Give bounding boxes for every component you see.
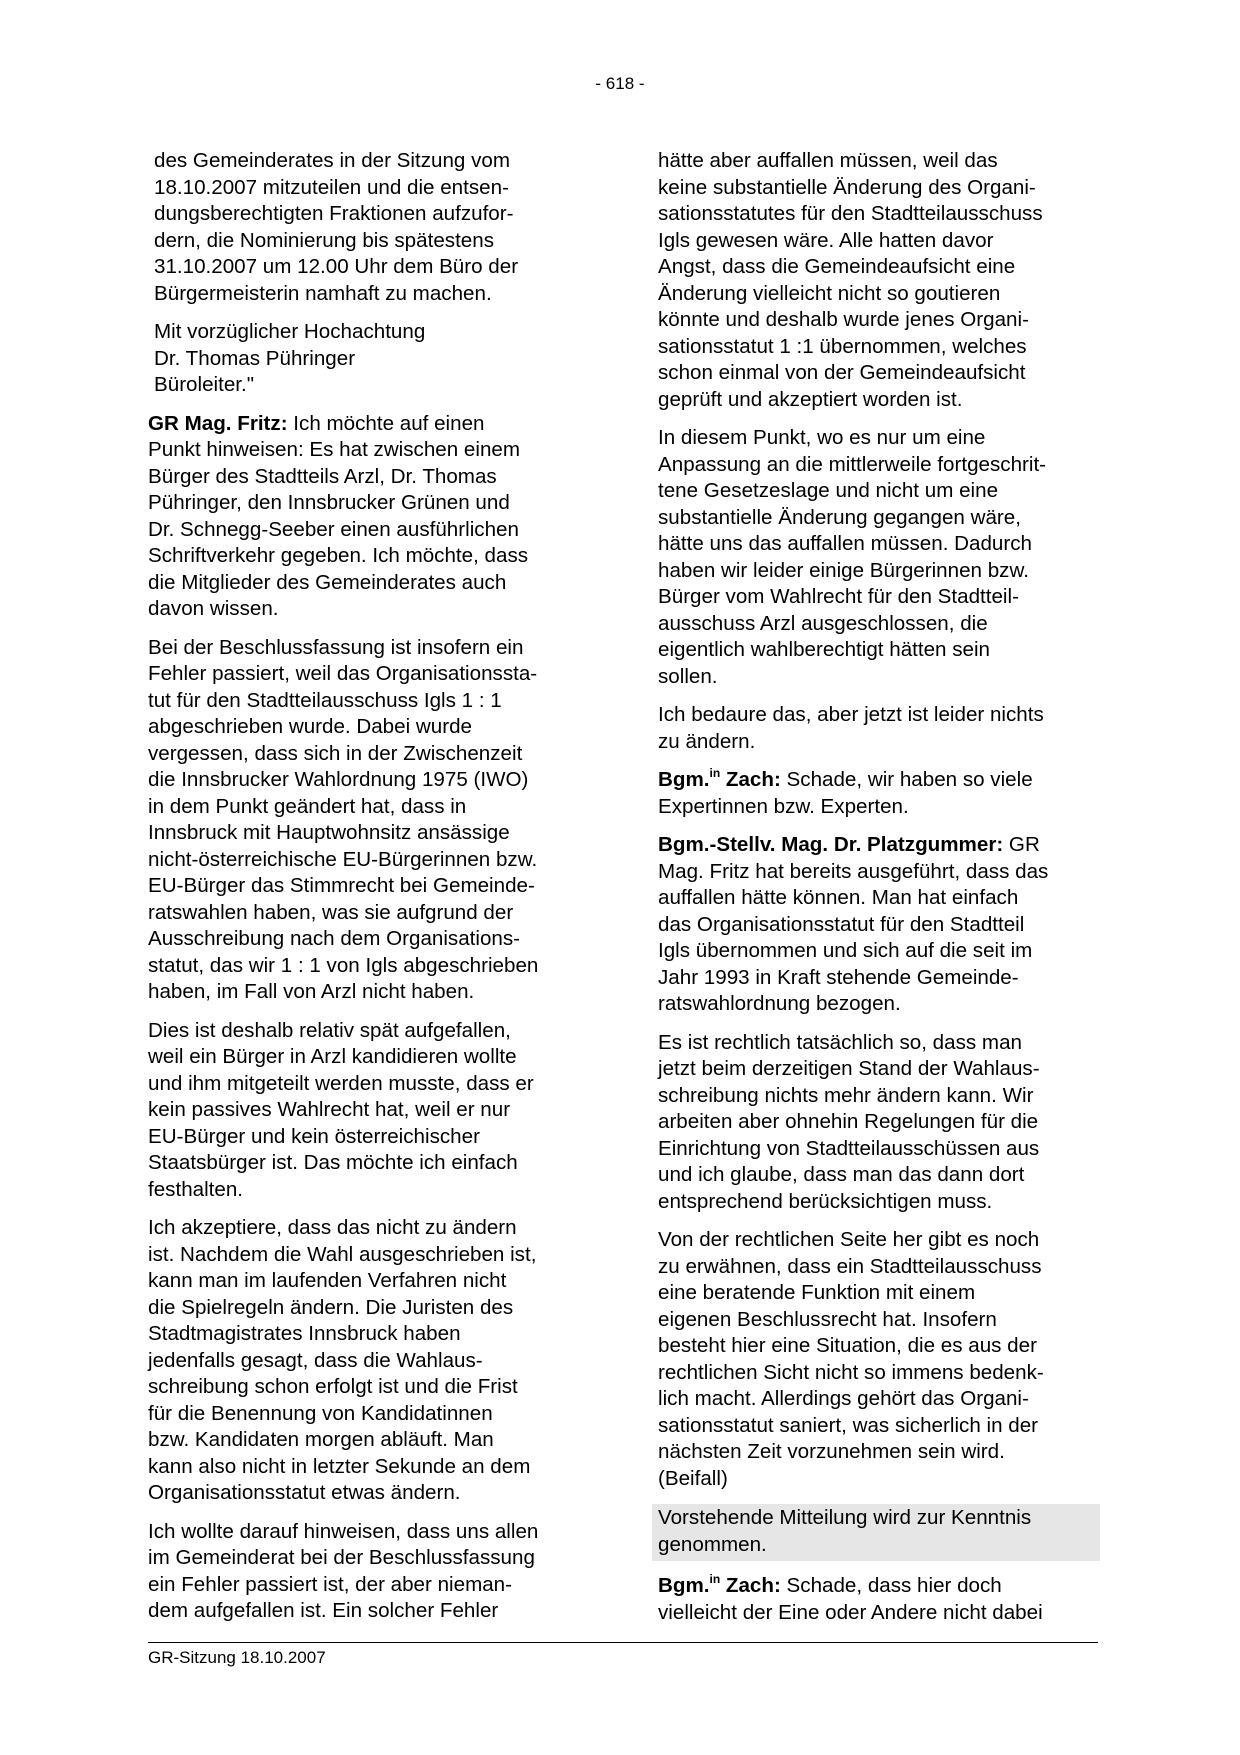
platzgummer-first-line — [658, 832, 1098, 859]
text-line: Expertinnen bzw. Experten. — [658, 794, 909, 818]
text-line: des Gemeinderates in der Sitzung vom — [154, 149, 510, 172]
text-line: Ich wollte darauf hinweisen, dass uns allen — [148, 1519, 539, 1543]
text-line: ist. Nachdem die Wahl ausgeschrieben ist, — [148, 1242, 537, 1266]
text-line: sationsstatutes für den Stadtteilausschuss — [658, 202, 1043, 225]
text-line: dern, die Nominierung bis spätestens — [154, 228, 494, 252]
text-line: Pühringer, den Innsbrucker Grünen und — [148, 491, 510, 514]
text-line: das Organisationsstatut für den Stadtteil — [658, 912, 1025, 936]
text-line: rechtlichen Sicht nicht so immens bedenk- — [658, 1360, 1044, 1384]
text-line: dem aufgefallen ist. Ein solcher Fehler — [148, 1599, 499, 1622]
text-line: im Gemeinderat bei der Beschlussfassung — [148, 1546, 535, 1569]
text-line: Von der rechtlichen Seite her gibt es noch — [658, 1228, 1040, 1251]
text-line: und ihm mitgeteilt werden musste, dass er — [148, 1071, 534, 1095]
text-line: in dem Punkt geändert hat, dass in — [148, 794, 467, 818]
footer-divider — [148, 1642, 1098, 1643]
text-line: dungsberechtigten Fraktionen aufzufor- — [154, 202, 514, 225]
spaet-paragraph — [148, 1018, 588, 1204]
text-line: ausschuss Arzl ausgeschlossen, die — [658, 611, 988, 635]
text-line: eigentlich wahlberechtigt hätten sein — [658, 638, 991, 661]
text-line: vielleicht der Eine oder Andere nicht dabei — [658, 1600, 1043, 1624]
text-line: Es ist rechtlich tatsächlich so, dass man — [658, 1030, 1022, 1054]
letter-end-paragraph — [148, 148, 588, 307]
text-line: Innsbruck mit Hauptwohnsitz ansässige — [148, 821, 510, 844]
text-line: EU-Bürger und kein österreichischer — [148, 1124, 480, 1148]
letter-closing — [148, 319, 588, 399]
fritz-first-line — [148, 411, 588, 438]
rechtlich-paragraph — [658, 1030, 1098, 1216]
statement-text: Schade, dass hier doch — [780, 1574, 1002, 1597]
text-line: In diesem Punkt, wo es nur um eine — [658, 426, 986, 449]
zach-statement-1 — [658, 767, 1098, 820]
text-line: Dies ist deshalb relativ spät aufgefallen, — [148, 1018, 511, 1042]
text-line: schreibung schon erfolgt ist und die Frist — [148, 1375, 518, 1398]
text-line: tene Gesetzeslage und nicht um eine — [658, 479, 999, 502]
text-line: die Mitglieder des Gemeinderates auch — [148, 570, 507, 594]
text-line: schreibung nichts mehr ändern kann. Wir — [658, 1083, 1034, 1107]
text-line: sationsstatut saniert, was sicherlich in der — [658, 1413, 1039, 1437]
text-line: Bürger vom Wahlrecht für den Stadtteil- — [658, 585, 1019, 608]
text-line: Ich akzeptiere, dass das nicht zu ändern — [148, 1216, 517, 1239]
text-line: lich macht. Allerdings gehört das Organi- — [658, 1387, 1029, 1410]
text-line: 31.10.2007 um 12.00 Uhr dem Büro der — [154, 255, 519, 278]
text-line: Fehler passiert, weil das Organisationssta- — [148, 662, 538, 685]
text-line: nicht-österreichische EU-Bürgerinnen bzw. — [148, 847, 538, 871]
text-line: substantielle Änderung gegangen wäre, — [658, 505, 1021, 529]
zach-rest — [658, 794, 1098, 821]
zach-first-line — [658, 1573, 1098, 1600]
text-line: und ich glaube, dass man das dann dort — [658, 1163, 1025, 1186]
text-line: EU-Bürger das Stimmrecht bei Gemeinde- — [148, 874, 535, 897]
text-line: zu erwähnen, dass ein Stadtteilausschuss — [658, 1254, 1042, 1278]
text-line: jedenfalls gesagt, dass die Wahlaus- — [148, 1348, 483, 1372]
text-line: Anpassung an die mittlerweile fortgeschrit- — [658, 452, 1047, 476]
statement-text: Ich möchte auf einen — [287, 411, 485, 435]
footer-text: GR-Sitzung 18.10.2007 — [148, 1648, 326, 1667]
fritz-rest — [148, 437, 588, 623]
speaker-name: GR Mag. Fritz: — [148, 411, 288, 435]
text-line: die Spielregeln ändern. Die Juristen des — [148, 1295, 514, 1319]
text-line: Organisationsstatut etwas ändern. — [148, 1481, 461, 1504]
text-line: ratswahlordnung bezogen. — [658, 992, 901, 1015]
text-line: hätte uns das auffallen müssen. Dadurch — [658, 532, 1032, 555]
resolution-box — [652, 1504, 1100, 1561]
text-line: ein Fehler passiert ist, der aber nieman- — [148, 1572, 512, 1596]
text-line: Stadtmagistrates Innsbruck haben — [148, 1322, 461, 1345]
text-line: Bürgermeisterin namhaft zu machen. — [154, 281, 492, 305]
text-line: Bei der Beschlussfassung ist insofern ein — [148, 635, 524, 659]
text-line: auffallen hätte können. Man hat einfach — [658, 886, 1019, 909]
text-line: besteht hier eine Situation, die es aus der — [658, 1334, 1037, 1357]
text-line: schon einmal von der Gemeindeaufsicht — [658, 361, 1026, 384]
statement-text: Schade, wir haben so viele — [780, 768, 1033, 791]
beschluss-paragraph — [148, 635, 588, 1006]
text-line: abgeschrieben wurde. Dabei wurde — [148, 715, 472, 738]
zach-statement-2 — [658, 1573, 1098, 1626]
hinweisen-paragraph — [148, 1519, 588, 1625]
text-line: Punkt hinweisen: Es hat zwischen einem — [148, 438, 521, 461]
text-line: zu ändern. — [658, 729, 756, 753]
text-line: kann man im laufenden Verfahren nicht — [148, 1269, 507, 1292]
platzgummer-rest — [658, 859, 1098, 1018]
text-line: Igls übernommen und sich auf die seit im — [658, 939, 1033, 962]
text-line: sollen. — [658, 664, 718, 688]
text-line: haben wir leider einige Bürgerinnen bzw. — [658, 558, 1029, 582]
text-line: Ausschreibung nach dem Organisations- — [148, 927, 521, 950]
text-line: davon wissen. — [148, 597, 279, 620]
text-line: (Beifall) — [658, 1466, 728, 1490]
text-line: arbeiten aber ohnehin Regelungen für die — [658, 1110, 1039, 1133]
text-line: 18.10.2007 mitzuteilen und die entsen- — [154, 175, 509, 199]
text-line: statut, das wir 1 : 1 von Igls abgeschrieben — [148, 953, 539, 977]
text-line: eigenen Beschlussrecht hat. Insofern — [658, 1307, 997, 1331]
text-line: sationsstatut 1 :1 übernommen, welches — [658, 334, 1027, 358]
text-line: jetzt beim derzeitigen Stand der Wahlaus- — [658, 1057, 1040, 1080]
text-line: Angst, dass die Gemeindeaufsicht eine — [658, 255, 1016, 278]
platzgummer-statement — [658, 832, 1098, 1018]
text-line: Schriftverkehr gegeben. Ich möchte, dass — [148, 544, 529, 567]
page-number: - 618 - — [595, 74, 645, 93]
text-line: weil ein Bürger in Arzl kandidieren wollte — [148, 1045, 517, 1068]
text-line: Mag. Fritz hat bereits ausgeführt, dass das — [658, 859, 1049, 883]
text-line: geprüft und akzeptiert worden ist. — [658, 387, 963, 411]
text-line: vergessen, dass sich in der Zwischenzeit — [148, 741, 523, 765]
punkt-paragraph — [658, 425, 1098, 690]
akzeptiere-paragraph — [148, 1215, 588, 1507]
text-line: genommen. — [658, 1532, 767, 1556]
right-column — [658, 148, 1098, 1638]
text-line: Änderung vielleicht nicht so goutieren — [658, 281, 1001, 305]
zach-rest — [658, 1600, 1098, 1627]
text-line: kein passives Wahlrecht hat, weil er nur — [148, 1098, 511, 1121]
text-line: Vorstehende Mitteilung wird zur Kenntnis — [658, 1506, 1032, 1529]
text-line: festhalten. — [148, 1177, 244, 1201]
left-column — [148, 148, 588, 1637]
text-line: hätte aber auffallen müssen, weil das — [658, 149, 998, 172]
text-line: tut für den Stadtteilausschuss Igls 1 : 1 — [148, 688, 502, 712]
text-line: die Innsbrucker Wahlordnung 1975 (IWO) — [148, 768, 529, 791]
seite-paragraph — [658, 1227, 1098, 1492]
text-line: Staatsbürger ist. Das möchte ich einfach — [148, 1151, 518, 1174]
text-line: kann also nicht in letzter Sekunde an dem — [148, 1454, 531, 1478]
text-line: keine substantielle Änderung des Organi- — [658, 175, 1036, 199]
text-line: Büroleiter." — [154, 373, 255, 396]
text-line: Mit vorzüglicher Hochachtung — [154, 320, 426, 343]
text-line: bzw. Kandidaten morgen abläuft. Man — [148, 1428, 494, 1451]
speaker-name: Bgm.$^{in}$ Zach: — [658, 766, 781, 791]
bedaure-paragraph — [658, 702, 1098, 755]
text-line: eine beratende Funktion mit einem — [658, 1281, 976, 1304]
speaker-name: Bgm.$^{in}$ Zach: — [658, 1572, 781, 1597]
text-line: Bürger des Stadtteils Arzl, Dr. Thomas — [148, 464, 497, 488]
text-line: Dr. Schnegg-Seeber einen ausführlichen — [148, 517, 519, 541]
text-line: Igls gewesen wäre. Alle hatten davor — [658, 228, 994, 252]
text-line: entsprechend berücksichtigen muss. — [658, 1189, 993, 1213]
continuation-paragraph — [658, 148, 1098, 413]
text-line: haben, im Fall von Arzl nicht haben. — [148, 980, 475, 1003]
text-line: nächsten Zeit vorzunehmen sein wird. — [658, 1440, 1005, 1463]
text-line: Jahr 1993 in Kraft stehende Gemeinde- — [658, 965, 1019, 989]
zach-first-line — [658, 767, 1098, 794]
text-line: ratswahlen haben, was sie aufgrund der — [148, 900, 514, 924]
statement-text: GR — [1003, 833, 1040, 856]
text-line: Ich bedaure das, aber jetzt ist leider nichts — [658, 703, 1044, 726]
text-line: Einrichtung von Stadtteilausschüssen aus — [658, 1136, 1040, 1160]
text-line: könnte und deshalb wurde jenes Organi- — [658, 308, 1029, 331]
text-line: Dr. Thomas Pühringer — [154, 346, 356, 370]
text-line: für die Benennung von Kandidatinnen — [148, 1401, 493, 1425]
fritz-statement — [148, 411, 588, 623]
speaker-name: Bgm.-Stellv. Mag. Dr. Platzgummer: — [658, 833, 1004, 856]
